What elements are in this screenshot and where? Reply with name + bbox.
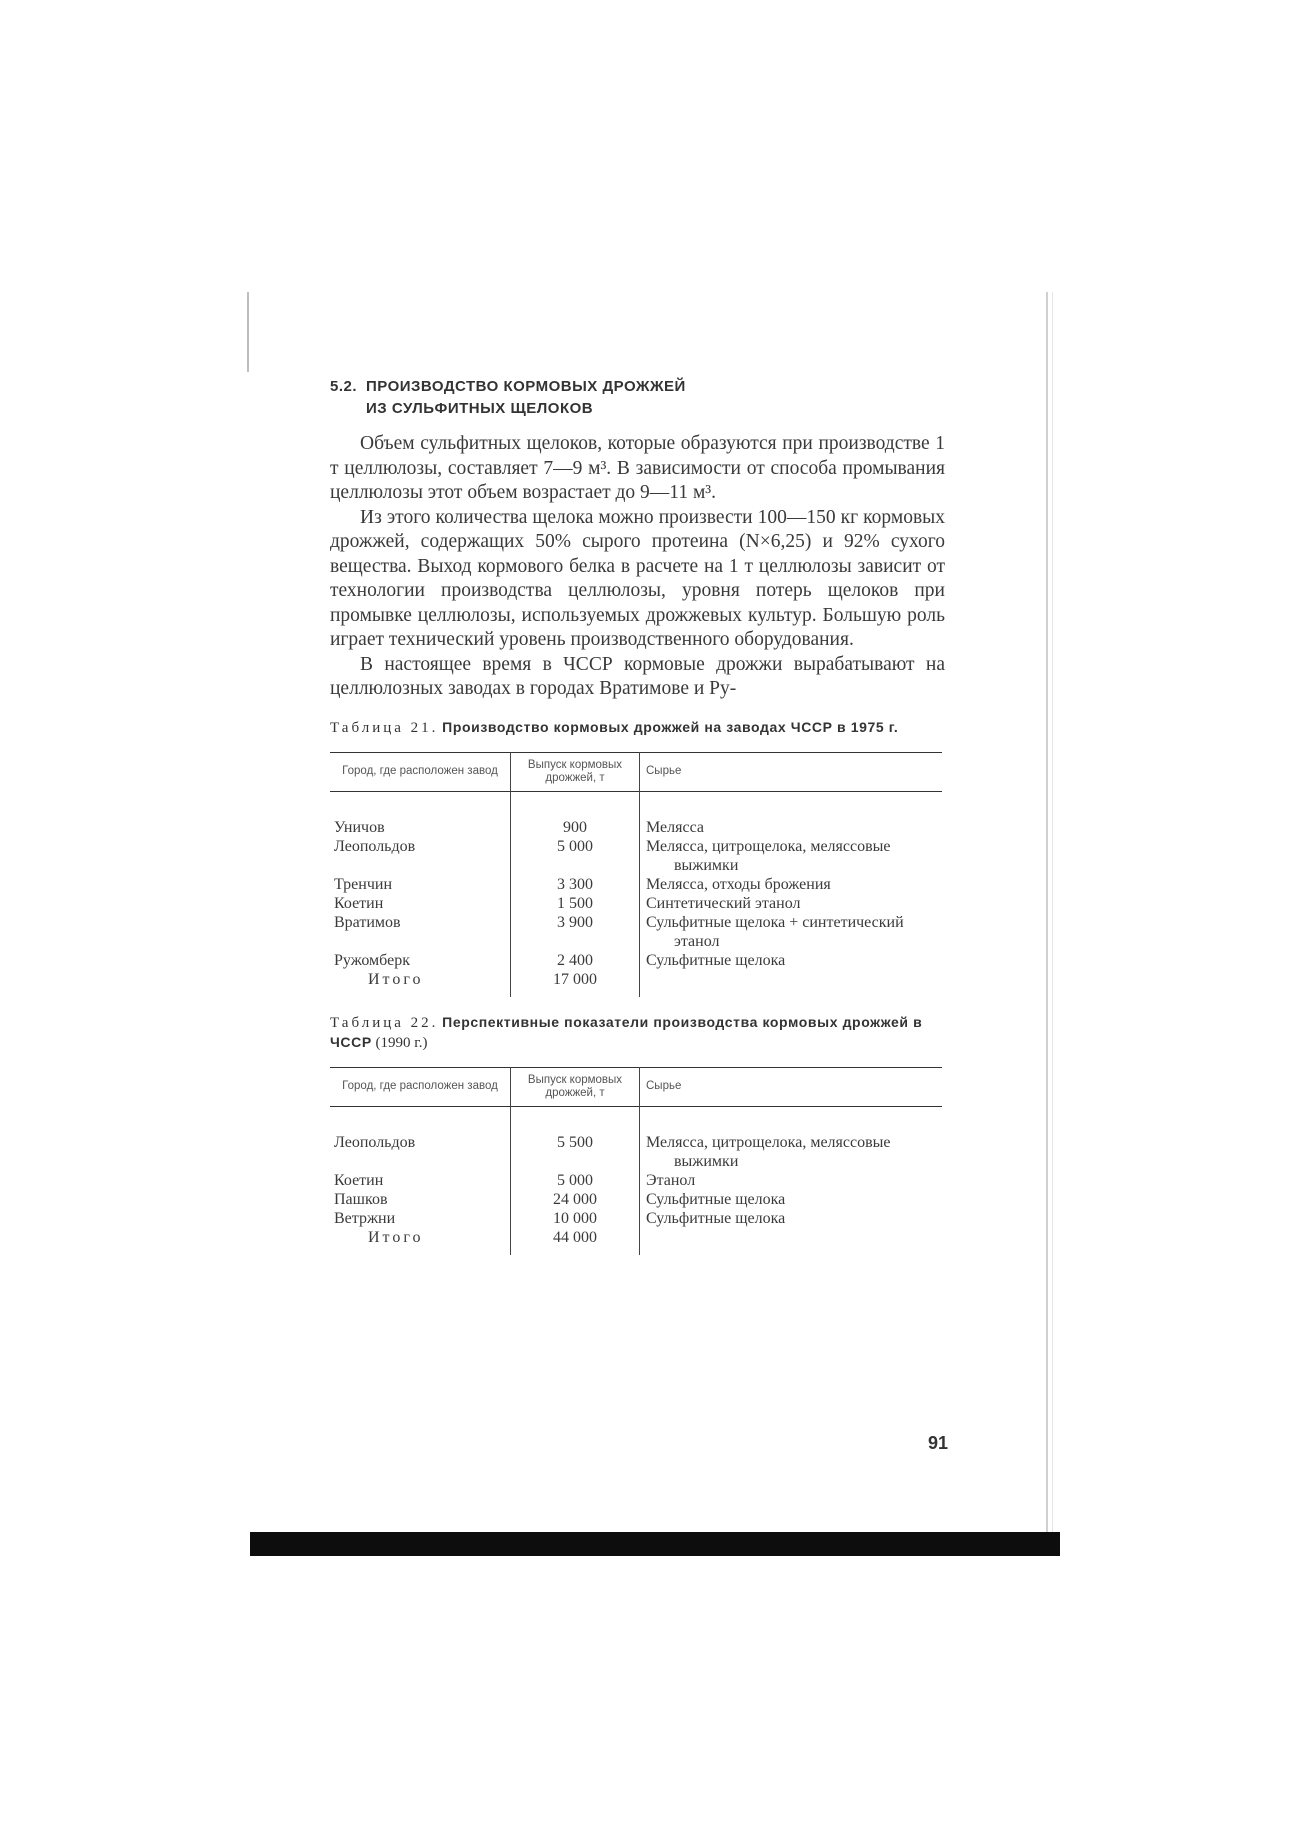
paragraph-1: Объем сульфитных щелоков, которые образуются при производстве 1 т целлюлозы, составляет 7—9 м³. В зависимости от способа промывания целлюлозы этот объем возрастает до 9—11 м³. [330, 433, 945, 503]
table-cell-raw: Меляcса, отходы брожения [646, 875, 831, 893]
table22-caption-label: Таблица 22. [330, 1014, 439, 1031]
table-row [330, 1171, 942, 1190]
table-cell-output: 5 500 [511, 1133, 640, 1171]
scan-bottom-bar [250, 1532, 1060, 1556]
table-cell-raw [640, 913, 943, 951]
table-cell-city: Ветржни [334, 1209, 396, 1227]
table-row [330, 951, 942, 970]
table-total-row [330, 970, 942, 997]
table-total-value: 44 000 [511, 1228, 640, 1255]
paragraph-2: Из этого количества щелока можно произвести 100—150 кг кормовых дрожжей, содержащих 50% сырого протеина (N×6,25) и 92% сухого вещества. Выход кормового белка в расчете на 1 т целлюлозы зависит от технологии производства целлюлозы, уровня потерь щелоков при промывке целлюлозы, используемых дрожжевых культур. Большую роль играет технический уровень производственного оборудования. [330, 506, 945, 650]
paragraph-3: В настоящее время в ЧССР кормовые дрожжи вырабатывают на целлюлозных заводах в городах Вратимове и Ру- [330, 653, 945, 699]
raw-line2: выжимки [674, 856, 739, 874]
table-cell-raw: Синтетический этанол [646, 894, 801, 912]
raw-line1: Меляcса, цитрощелока, меляссовые [646, 1133, 891, 1151]
table-row [330, 875, 942, 894]
raw-line1: Сульфитные щелока + синтетический [646, 913, 904, 931]
table-cell-city: Коетин [334, 1171, 384, 1189]
book-page [330, 376, 945, 1255]
table-cell-output: 3 300 [511, 875, 640, 894]
table-cell-output: 10 000 [511, 1209, 640, 1228]
table22-caption-year: (1990 г.) [375, 1034, 428, 1051]
table22 [330, 1067, 942, 1255]
table21-caption [330, 718, 945, 738]
table22-header-output: Выпуск кормовых дрожжей, т [511, 1067, 640, 1106]
table-cell-output: 3 900 [511, 913, 640, 951]
table-cell-output: 24 000 [511, 1190, 640, 1209]
table-cell-output: 2 400 [511, 951, 640, 970]
table-cell-output: 900 [511, 818, 640, 837]
table22-caption [330, 1013, 945, 1053]
section-title-line2: ИЗ СУЛЬФИТНЫХ ЩЕЛОКОВ [366, 400, 594, 417]
table-cell-raw [640, 837, 943, 875]
table-total-label: Итого [368, 1228, 424, 1246]
table-cell-city: Пашков [334, 1190, 388, 1208]
table-row [330, 1209, 942, 1228]
table-cell-output: 5 000 [511, 837, 640, 875]
table-total-row [330, 1228, 942, 1255]
table-total-label: Итого [368, 970, 424, 988]
table-cell-raw: Сульфитные щелока [646, 1190, 786, 1208]
table-cell-city: Уничов [334, 818, 385, 836]
table-cell-city: Леопольдов [334, 837, 416, 855]
table-row [330, 1190, 942, 1209]
raw-line2: этанол [674, 932, 720, 950]
table21-header-raw: Сырье [646, 765, 682, 777]
scan-edge-right [1046, 292, 1048, 1532]
table-total-value: 17 000 [511, 970, 640, 997]
table-cell-raw: Этанол [646, 1171, 696, 1189]
table-row [330, 913, 942, 951]
table21-header-output: Выпуск кормовых дрожжей, т [511, 752, 640, 791]
table-cell-city: Тренчин [334, 875, 392, 893]
page-number: 91 [928, 1433, 949, 1453]
table-row [330, 1133, 942, 1171]
table-cell-city: Ружомберк [334, 951, 410, 969]
table22-header-raw: Сырье [646, 1080, 682, 1092]
table-row [330, 818, 942, 837]
table-cell-city: Леопольдов [334, 1133, 416, 1151]
section-title-line1: ПРОИЗВОДСТВО КОРМОВЫХ ДРОЖЖЕЙ [366, 378, 686, 395]
scan-edge-left [247, 292, 249, 372]
table-cell-city: Вратимов [334, 913, 401, 931]
table-cell-output: 1 500 [511, 894, 640, 913]
table-cell-output: 5 000 [511, 1171, 640, 1190]
section-heading [330, 376, 945, 420]
table22-caption-text: Перспективные показатели производства кормовых дрожжей в ЧССР [330, 1013, 923, 1050]
raw-line1: Меляcса, цитрощелока, меляссовые [646, 837, 891, 855]
table-cell-raw [640, 1133, 943, 1171]
table21-caption-text: Производство кормовых дрожжей на заводах ЧССР в 1975 г. [442, 718, 899, 735]
table21-caption-label: Таблица 21. [330, 719, 439, 736]
scan-edge-right-inner [1052, 292, 1053, 1532]
table-cell-raw: Меляcса [646, 818, 704, 836]
raw-line2: выжимки [674, 1152, 739, 1170]
table-row [330, 837, 942, 875]
table21-header-city: Город, где расположен завод [342, 765, 498, 777]
table-cell-raw: Сульфитные щелока [646, 951, 786, 969]
table-cell-city: Коетин [334, 894, 384, 912]
table21 [330, 752, 942, 997]
section-number: 5.2. [330, 378, 358, 395]
table-row [330, 894, 942, 913]
table22-header-city: Город, где расположен завод [342, 1080, 498, 1092]
table-cell-raw: Сульфитные щелока [646, 1209, 786, 1227]
